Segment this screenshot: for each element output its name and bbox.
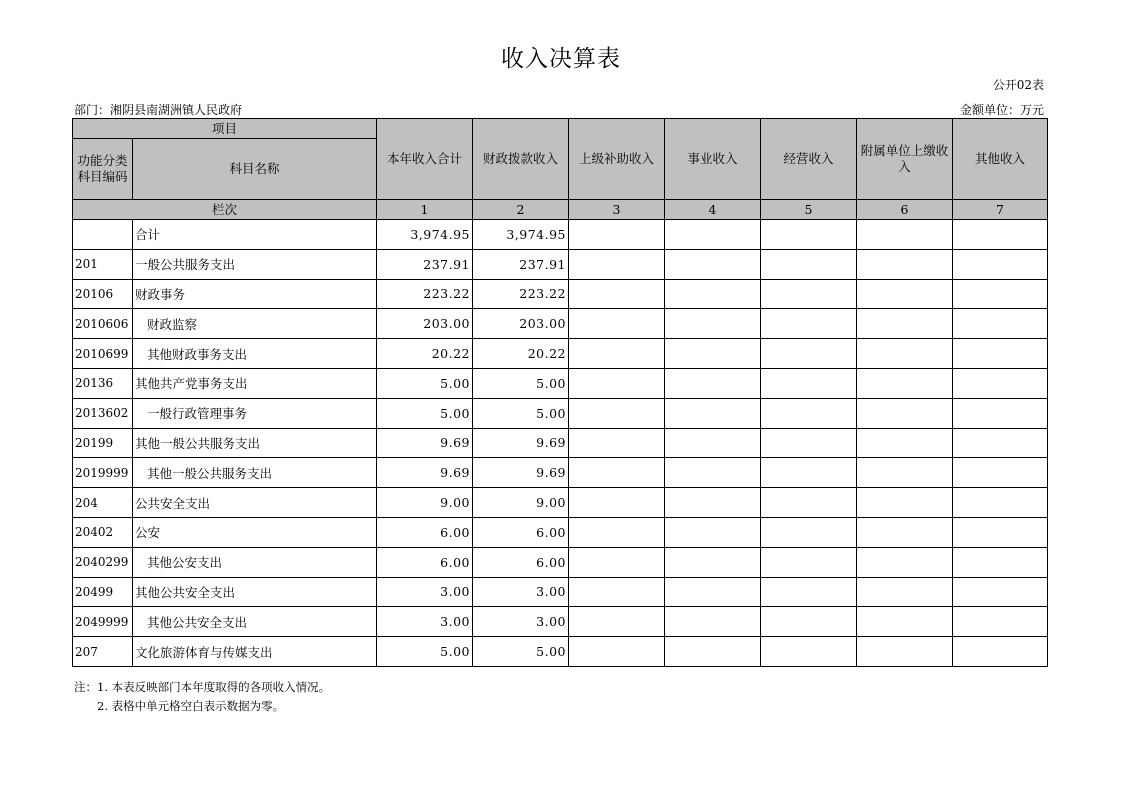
cell-code: 20499 (73, 577, 133, 607)
cell-superior (569, 458, 665, 488)
cell-operating (761, 517, 857, 547)
cell-other (953, 398, 1048, 428)
cell-subject-name: 公共安全支出 (133, 488, 377, 518)
note-1: 注：1. 本表反映部门本年度取得的各项收入情况。 (74, 680, 331, 694)
cell-other (953, 458, 1048, 488)
cell-other (953, 607, 1048, 637)
cell-superior (569, 577, 665, 607)
header-col-operating: 经营收入 (761, 119, 857, 200)
table-row (73, 309, 1048, 339)
header-func-code: 功能分类科目编码 (73, 139, 133, 200)
cell-total: 5.00 (377, 637, 473, 667)
cell-superior (569, 339, 665, 369)
cell-operating (761, 249, 857, 279)
cell-total: 6.00 (377, 547, 473, 577)
table-row (73, 220, 1048, 250)
col-num: 1 (377, 200, 473, 220)
cell-superior (569, 368, 665, 398)
cell-total: 9.69 (377, 428, 473, 458)
cell-code: 207 (73, 637, 133, 667)
cell-fiscal: 9.69 (473, 428, 569, 458)
cell-other (953, 547, 1048, 577)
cell-total: 223.22 (377, 279, 473, 309)
cell-total: 3.00 (377, 577, 473, 607)
cell-other (953, 309, 1048, 339)
cell-fiscal: 3,974.95 (473, 220, 569, 250)
table-row (73, 607, 1048, 637)
cell-other (953, 517, 1048, 547)
cell-affiliated (857, 607, 953, 637)
cell-superior (569, 428, 665, 458)
cell-fiscal: 3.00 (473, 577, 569, 607)
table-row (73, 517, 1048, 547)
cell-fiscal: 5.00 (473, 637, 569, 667)
cell-operating (761, 398, 857, 428)
cell-operating (761, 279, 857, 309)
cell-other (953, 368, 1048, 398)
cell-fiscal: 6.00 (473, 547, 569, 577)
cell-operating (761, 309, 857, 339)
cell-business (665, 309, 761, 339)
header-row-label: 栏次 (73, 200, 377, 220)
cell-affiliated (857, 488, 953, 518)
cell-affiliated (857, 428, 953, 458)
col-num: 4 (665, 200, 761, 220)
col-num: 7 (953, 200, 1048, 220)
cell-subject-name: 其他公共安全支出 (133, 577, 377, 607)
cell-total: 6.00 (377, 517, 473, 547)
cell-subject-name: 一般行政管理事务 (133, 398, 377, 428)
cell-code: 2040299 (73, 547, 133, 577)
cell-business (665, 220, 761, 250)
cell-business (665, 249, 761, 279)
cell-total: 9.00 (377, 488, 473, 518)
cell-other (953, 488, 1048, 518)
cell-subject-name: 文化旅游体育与传媒支出 (133, 637, 377, 667)
cell-affiliated (857, 279, 953, 309)
table-row (73, 488, 1048, 518)
cell-other (953, 577, 1048, 607)
note-2: 2. 表格中单元格空白表示数据为零。 (97, 699, 285, 713)
cell-fiscal: 5.00 (473, 368, 569, 398)
cell-affiliated (857, 368, 953, 398)
cell-total: 20.22 (377, 339, 473, 369)
cell-superior (569, 220, 665, 250)
cell-code (73, 220, 133, 250)
cell-code: 2010699 (73, 339, 133, 369)
cell-fiscal: 237.91 (473, 249, 569, 279)
header-col-total: 本年收入合计 (377, 119, 473, 200)
cell-fiscal: 6.00 (473, 517, 569, 547)
col-num: 5 (761, 200, 857, 220)
department-label: 部门：湘阴县南湖洲镇人民政府 (74, 103, 243, 117)
cell-affiliated (857, 220, 953, 250)
table-row (73, 547, 1048, 577)
cell-business (665, 607, 761, 637)
cell-superior (569, 637, 665, 667)
cell-other (953, 249, 1048, 279)
header-subject-name: 科目名称 (133, 139, 377, 200)
cell-code: 20106 (73, 279, 133, 309)
table-row (73, 249, 1048, 279)
cell-fiscal: 3.00 (473, 607, 569, 637)
header-col-business: 事业收入 (665, 119, 761, 200)
cell-fiscal: 20.22 (473, 339, 569, 369)
cell-operating (761, 547, 857, 577)
cell-business (665, 368, 761, 398)
cell-code: 2049999 (73, 607, 133, 637)
page-title: 收入决算表 (501, 46, 621, 72)
cell-other (953, 339, 1048, 369)
cell-operating (761, 577, 857, 607)
form-number: 公开02表 (992, 78, 1044, 92)
cell-code: 201 (73, 249, 133, 279)
cell-superior (569, 517, 665, 547)
cell-code: 20402 (73, 517, 133, 547)
cell-operating (761, 368, 857, 398)
cell-business (665, 279, 761, 309)
header-col-fiscal: 财政拨款收入 (473, 119, 569, 200)
cell-business (665, 637, 761, 667)
table-row (73, 458, 1048, 488)
cell-other (953, 279, 1048, 309)
cell-total: 3,974.95 (377, 220, 473, 250)
col-num: 2 (473, 200, 569, 220)
header-col-affiliated: 附属单位上缴收入 (857, 119, 953, 200)
header-col-other: 其他收入 (953, 119, 1048, 200)
cell-business (665, 547, 761, 577)
cell-business (665, 517, 761, 547)
header-col-superior: 上级补助收入 (569, 119, 665, 200)
income-table (72, 118, 1048, 667)
cell-operating (761, 458, 857, 488)
cell-business (665, 458, 761, 488)
cell-operating (761, 488, 857, 518)
cell-business (665, 577, 761, 607)
cell-affiliated (857, 249, 953, 279)
table-row (73, 637, 1048, 667)
cell-fiscal: 203.00 (473, 309, 569, 339)
cell-fiscal: 223.22 (473, 279, 569, 309)
cell-subject-name: 其他公安支出 (133, 547, 377, 577)
cell-subject-name: 其他一般公共服务支出 (133, 428, 377, 458)
cell-superior (569, 279, 665, 309)
cell-affiliated (857, 309, 953, 339)
cell-code: 204 (73, 488, 133, 518)
table-row (73, 428, 1048, 458)
cell-business (665, 428, 761, 458)
cell-subject-name: 其他公共安全支出 (133, 607, 377, 637)
cell-operating (761, 339, 857, 369)
cell-code: 2019999 (73, 458, 133, 488)
cell-total: 5.00 (377, 398, 473, 428)
cell-subject-name: 财政事务 (133, 279, 377, 309)
col-num: 3 (569, 200, 665, 220)
cell-superior (569, 398, 665, 428)
cell-subject-name: 公安 (133, 517, 377, 547)
cell-business (665, 488, 761, 518)
cell-total: 237.91 (377, 249, 473, 279)
cell-affiliated (857, 339, 953, 369)
cell-code: 20199 (73, 428, 133, 458)
table-row (73, 279, 1048, 309)
cell-superior (569, 488, 665, 518)
cell-total: 9.69 (377, 458, 473, 488)
cell-fiscal: 9.69 (473, 458, 569, 488)
header-item: 项目 (73, 119, 377, 139)
cell-superior (569, 547, 665, 577)
cell-business (665, 398, 761, 428)
cell-code: 2010606 (73, 309, 133, 339)
cell-affiliated (857, 517, 953, 547)
cell-affiliated (857, 398, 953, 428)
cell-affiliated (857, 637, 953, 667)
col-num: 6 (857, 200, 953, 220)
cell-total: 203.00 (377, 309, 473, 339)
cell-superior (569, 309, 665, 339)
cell-subject-name: 其他一般公共服务支出 (133, 458, 377, 488)
cell-affiliated (857, 458, 953, 488)
cell-other (953, 428, 1048, 458)
cell-subject-name: 一般公共服务支出 (133, 249, 377, 279)
table-row (73, 398, 1048, 428)
table-row (73, 368, 1048, 398)
cell-other (953, 220, 1048, 250)
cell-operating (761, 637, 857, 667)
cell-operating (761, 220, 857, 250)
cell-fiscal: 9.00 (473, 488, 569, 518)
cell-affiliated (857, 577, 953, 607)
cell-fiscal: 5.00 (473, 398, 569, 428)
cell-subject-name: 财政监察 (133, 309, 377, 339)
cell-superior (569, 607, 665, 637)
table-row (73, 577, 1048, 607)
cell-subject-name: 其他财政事务支出 (133, 339, 377, 369)
cell-code: 20136 (73, 368, 133, 398)
table-row (73, 339, 1048, 369)
cell-total: 5.00 (377, 368, 473, 398)
cell-total: 3.00 (377, 607, 473, 637)
cell-subject-name: 合计 (133, 220, 377, 250)
notes (74, 678, 330, 716)
cell-superior (569, 249, 665, 279)
cell-other (953, 637, 1048, 667)
cell-subject-name: 其他共产党事务支出 (133, 368, 377, 398)
cell-affiliated (857, 547, 953, 577)
cell-operating (761, 428, 857, 458)
cell-operating (761, 607, 857, 637)
unit-label: 金额单位：万元 (959, 103, 1044, 117)
cell-business (665, 339, 761, 369)
cell-code: 2013602 (73, 398, 133, 428)
